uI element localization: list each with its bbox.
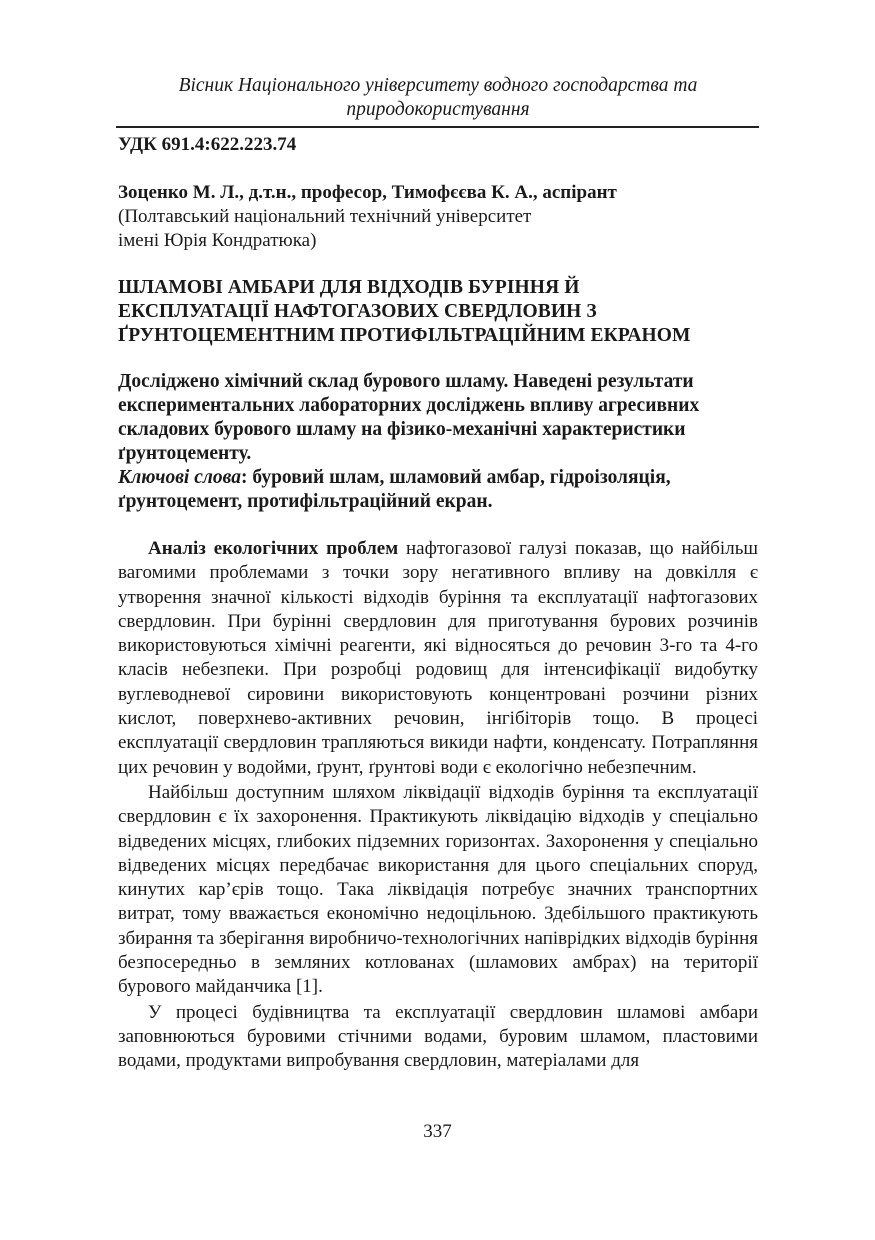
author-names: Зоценко М. Л., д.т.н., професор, Тимофєєва К. А., аспірант — [118, 182, 617, 203]
keywords-label: Ключові слова — [118, 467, 241, 488]
affiliation-line-1: (Полтавський національний технічний університет — [118, 206, 532, 227]
udk-code: УДК 691.4:622.223.74 — [118, 134, 297, 155]
journal-title-line-2: природокористування — [346, 99, 530, 120]
paragraph-3: У процесі будівництва та експлуатації свердловин шламові амбари заповнюються буровими стічними водами, буровим шламом, пластовими водами, продуктами випробування свердловин, матеріалами для — [118, 1001, 758, 1072]
title-line-2: ЕКСПЛУАТАЦІЇ НАФТОГАЗОВИХ СВЕРДЛОВИН З — [118, 301, 597, 322]
keywords-list: : буровий шлам, шламовий амбар, гідроізоляція, ґрунтоцемент, протифільтраційний екран. — [118, 467, 671, 512]
abstract-block — [118, 370, 758, 514]
keywords — [118, 466, 758, 514]
paragraph-1 — [118, 537, 758, 780]
header-divider — [116, 126, 759, 128]
body-text — [118, 537, 758, 1074]
title-line-3: ҐРУНТОЦЕМЕНТНИМ ПРОТИФІЛЬТРАЦІЙНИМ ЕКРАНОМ — [118, 325, 691, 346]
paper-title — [118, 276, 760, 348]
journal-title-line-1: Вісник Національного університету водного господарства та — [178, 75, 698, 96]
paragraph-1-text: нафтогазової галузі показав, що найбільш вагомими проблемами з точки зору негативного впливу на довкілля є утворення значної кількості відходів буріння та експлуатації нафтогазових свердловин. При бурінні свердловин для приготування бурових розчинів використовуються хімічні реагенти, які відносяться до речовин 3-го та 4-го класів небезпеки. При розробці родовищ для інтенсифікації видобутку вуглеводневої сировини використовують концентровані розчини різних кислот, поверхнево-активних речовин, інгібіторів тощо. В процесі експлуатації свердловин трапляються викиди нафти, конденсату. Потрапляння цих речовин у водойми, ґрунт, ґрунтові води є екологічно небезпечним. — [118, 538, 758, 778]
title-line-1: ШЛАМОВІ АМБАРИ ДЛЯ ВІДХОДІВ БУРІННЯ Й — [118, 277, 580, 298]
abstract-text: Досліджено хімічний склад бурового шламу. Наведені результати експериментальних лабораторних досліджень впливу агресивних складових бурового шламу на фізико-механічні характеристики ґрунтоцементу. — [118, 371, 700, 464]
paragraph-2: Найбільш доступним шляхом ліквідації відходів буріння та експлуатації свердловин є їх захоронення. Практикують ліквідацію відходів у спеціально відведених місцях, глибоких підземних горизонтах. Захоронення у спеціально відведених місцях передбачає використання для цього спеціальних споруд, кинутих кар’єрів тощо. Така ліквідація потребує значних транспортних витрат, тому вважається економічно недоцільною. Здебільшого практикують збирання та зберігання виробничо-технологічних напіврідких відходів буріння безпосередньо в земляних котлованах (шламових амбрах) на території бурового майданчика [1]. — [118, 781, 758, 998]
paragraph-1-lead: Аналіз екологічних проблем — [148, 538, 399, 559]
journal-header — [118, 74, 758, 122]
page-number: 337 — [423, 1121, 452, 1142]
authors-block — [118, 181, 758, 253]
affiliation-line-2: імені Юрія Кондратюка) — [118, 230, 317, 251]
